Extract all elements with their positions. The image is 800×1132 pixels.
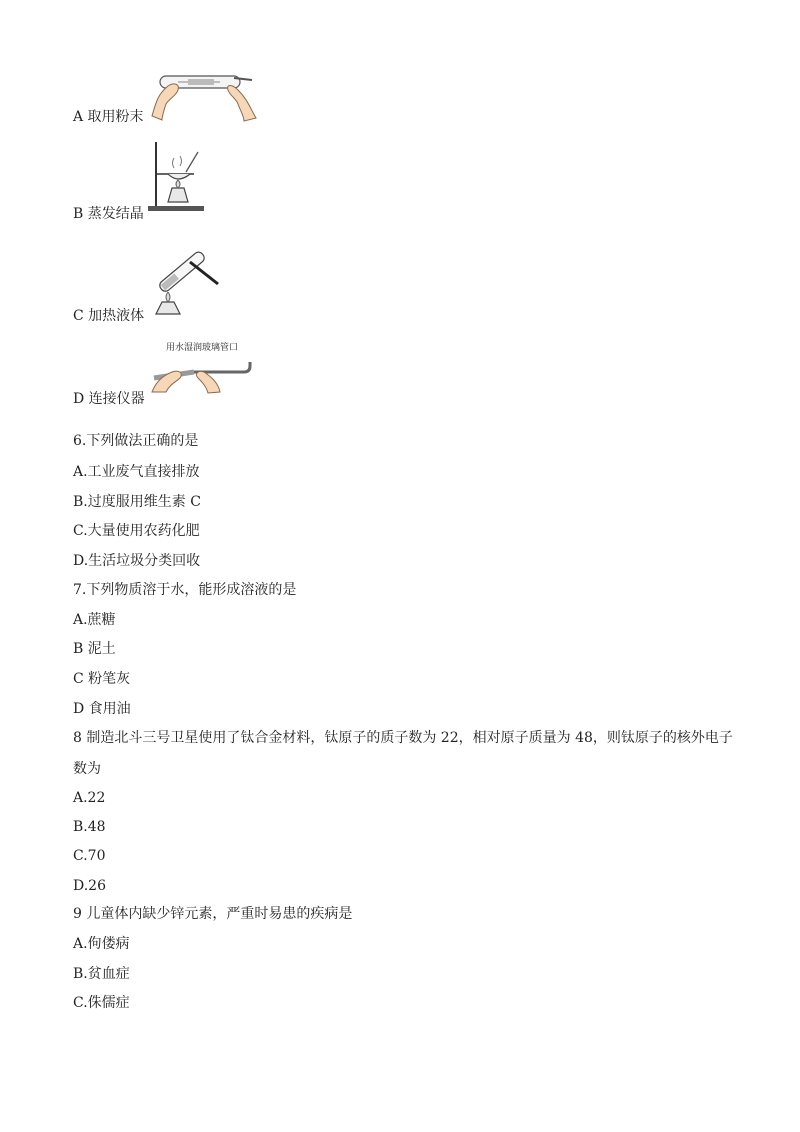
- question-6-option-b: B.过度服用维生素 C: [73, 494, 201, 510]
- heating-liquid-illustration: [150, 244, 222, 320]
- question-9-stem: 9 儿童体内缺少锌元素，严重时易患的疾病是: [73, 906, 353, 922]
- option-d-label: D 连接仪器: [73, 391, 145, 407]
- question-8-stem: 8 制造北斗三号卫星使用了钛合金材料，钛原子的质子数为 22，相对原子质量为 48，则钛原子的核外电子: [73, 730, 733, 746]
- option-d-image-caption: 用水湿润玻璃管口: [166, 343, 239, 353]
- question-8-option-c: C.70: [73, 848, 106, 864]
- question-7-option-c: C 粉笔灰: [73, 671, 131, 687]
- question-6-option-d: D.生活垃圾分类回收: [73, 553, 201, 569]
- question-6-stem: 6.下列做法正确的是: [73, 433, 199, 449]
- question-7-stem: 7.下列物质溶于水，能形成溶液的是: [73, 582, 297, 598]
- question-9-option-b: B.贫血症: [73, 966, 130, 982]
- option-a-label: A 取用粉末: [73, 109, 144, 125]
- question-9-option-a: A.佝偻病: [73, 936, 130, 952]
- question-7-option-b: B 泥土: [73, 641, 116, 657]
- question-6-option-c: C.大量使用农药化肥: [73, 523, 200, 539]
- evaporation-illustration: [146, 140, 210, 212]
- question-8-stem-continued: 数为: [73, 761, 101, 777]
- question-7-option-a: A.蔗糖: [73, 612, 116, 628]
- question-8-option-d: D.26: [73, 878, 106, 894]
- option-b-label: B 蒸发结晶: [73, 206, 144, 222]
- question-8-option-a: A.22: [73, 790, 106, 806]
- question-8-option-b: B.48: [73, 819, 106, 835]
- option-c-label: C 加热液体: [73, 308, 145, 324]
- question-7-option-d: D 食用油: [73, 701, 131, 717]
- question-9-option-c: C.侏儒症: [73, 995, 130, 1011]
- question-6-option-a: A.工业废气直接排放: [73, 464, 200, 480]
- powder-transfer-illustration: [148, 68, 260, 122]
